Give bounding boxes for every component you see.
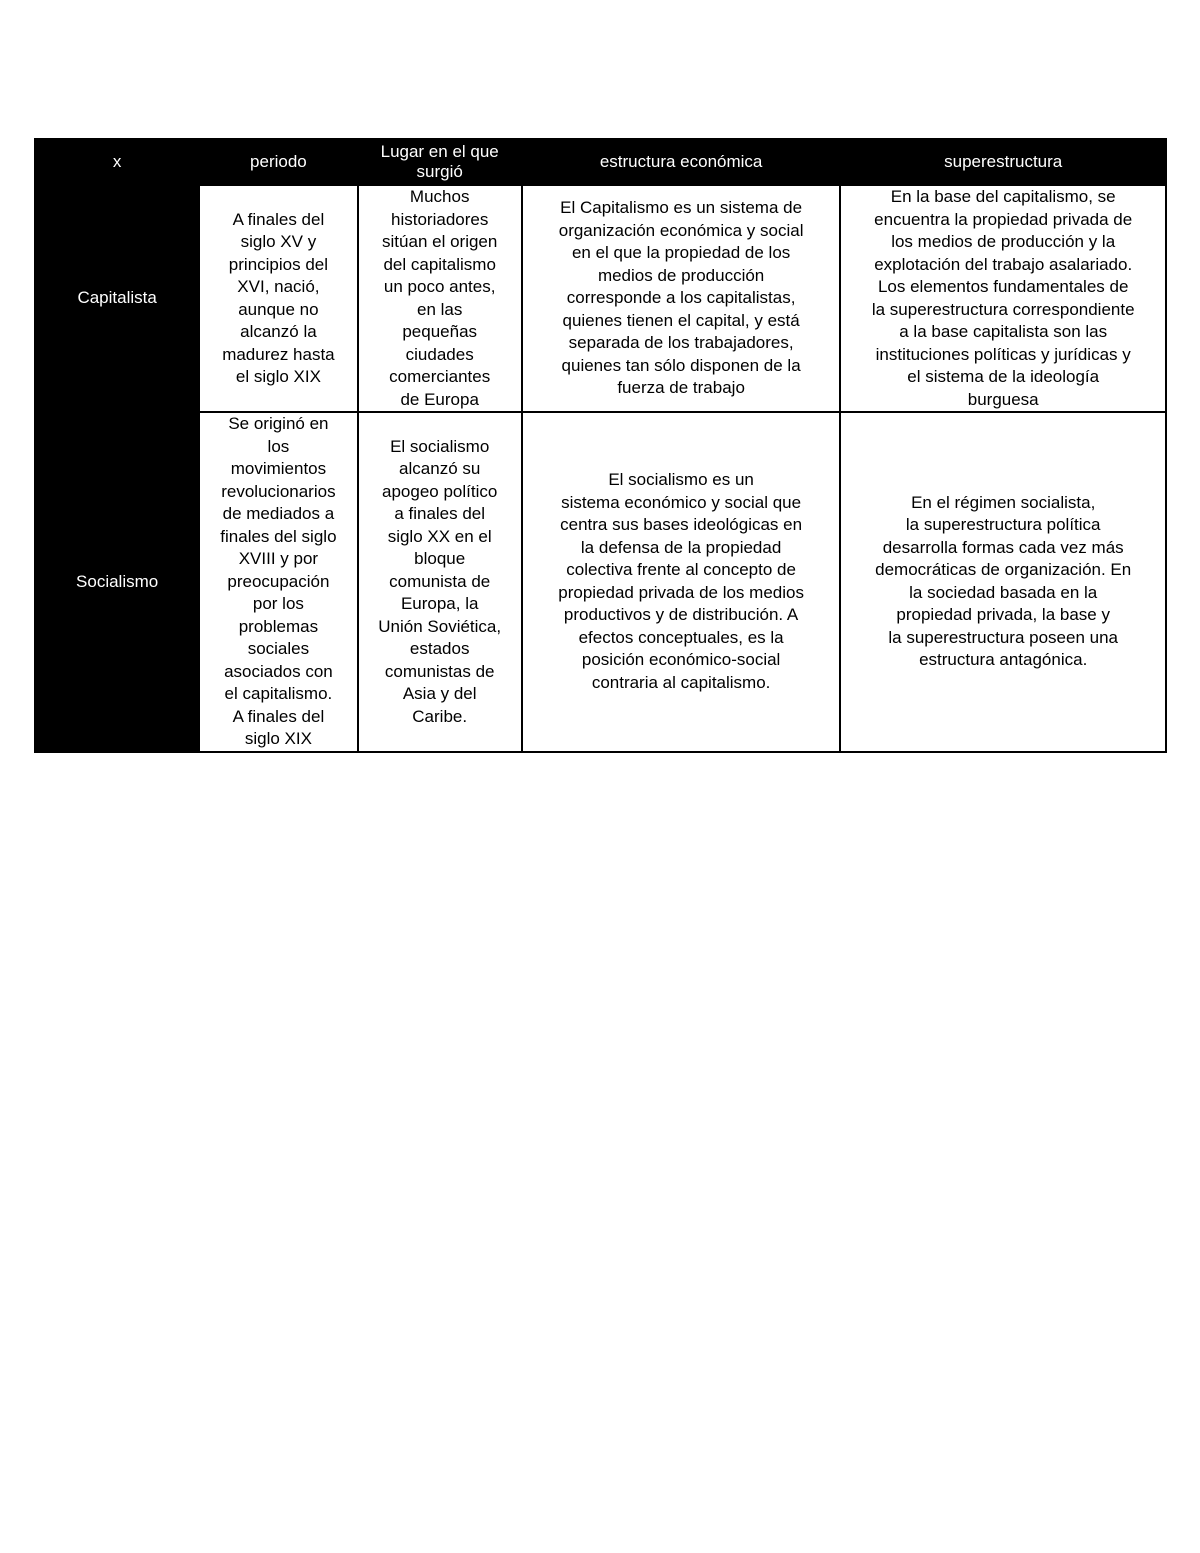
row-label-socialismo: Socialismo (35, 412, 199, 752)
table-row (35, 185, 1166, 412)
header-superestructura: superestructura (840, 139, 1166, 185)
cell-superestructura: En la base del capitalismo, se encuentra la propiedad privada de los medios de producción y la explotación del trabajo asalariado. Los elementos fundamentales de la superestructura correspondiente a la base capitalista son las instituciones políticas y jurídicas y el sistema de la ideología burguesa (840, 185, 1166, 412)
cell-lugar: Muchos historiadores sitúan el origen del capitalismo un poco antes, en las pequeñas ciudades comerciantes de Europa (358, 185, 522, 412)
cell-superestructura: En el régimen socialista, la superestructura política desarrolla formas cada vez más democráticas de organización. En la sociedad basada en la propiedad privada, la base y la superestructura poseen una estructura antagónica. (840, 412, 1166, 752)
cell-estructura: El Capitalismo es un sistema de organización económica y social en el que la propiedad de los medios de producción corresponde a los capitalistas, quienes tienen el capital, y está separada de los trabajadores, quienes tan sólo disponen de la fuerza de trabajo (522, 185, 841, 412)
row-label-capitalista: Capitalista (35, 185, 199, 412)
header-periodo: periodo (199, 139, 357, 185)
header-lugar: Lugar en el que surgió (358, 139, 522, 185)
cell-lugar: El socialismo alcanzó su apogeo político a finales del siglo XX en el bloque comunista de Europa, la Unión Soviética, estados comunistas de Asia y del Caribe. (358, 412, 522, 752)
table-row (35, 412, 1166, 752)
header-row (35, 139, 1166, 185)
cell-periodo: Se originó en los movimientos revolucionarios de mediados a finales del siglo XVIII y por preocupación por los problemas sociales asociados con el capitalismo. A finales del siglo XIX (199, 412, 357, 752)
cell-periodo: A finales del siglo XV y principios del XVI, nació, aunque no alcanzó la madurez hasta el siglo XIX (199, 185, 357, 412)
header-corner: x (35, 139, 199, 185)
comparison-table (34, 138, 1167, 753)
header-estructura: estructura económica (522, 139, 841, 185)
cell-estructura: El socialismo es un sistema económico y social que centra sus bases ideológicas en la defensa de la propiedad colectiva frente al concepto de propiedad privada de los medios productivos y de distribución. A efectos conceptuales, es la posición económico-social contraria al capitalismo. (522, 412, 841, 752)
